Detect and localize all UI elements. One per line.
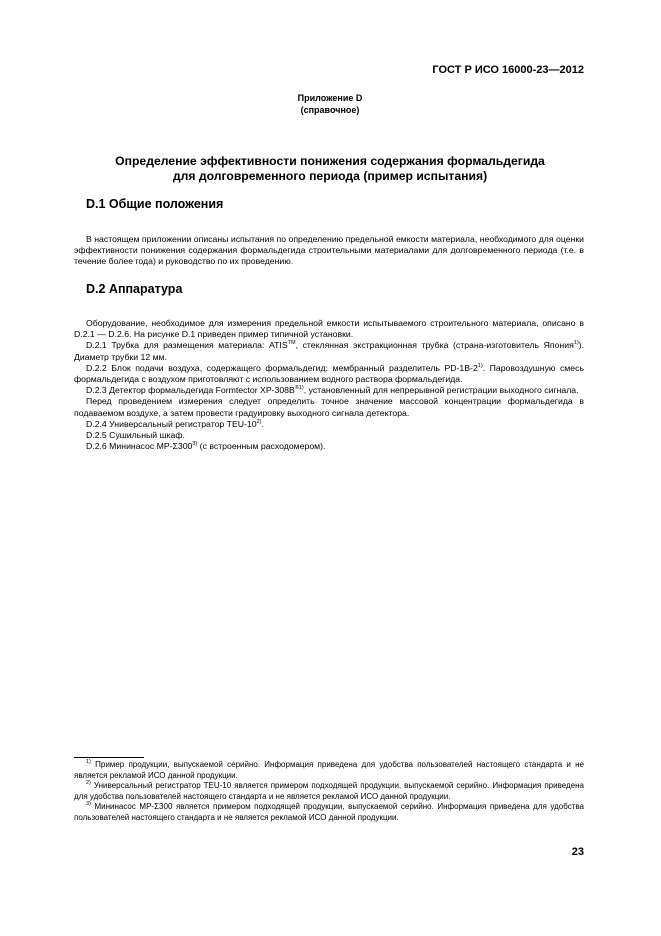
section-d1-body bbox=[74, 234, 584, 268]
annex-label: Приложение D bbox=[297, 93, 363, 103]
paragraph-d25: D.2.5 Сушильный шкаф. bbox=[86, 430, 185, 441]
footnote-separator bbox=[74, 757, 144, 758]
paragraph-intro: Оборудование, необходимое для измерения предельной емкости испытываемого строительного материала, описано в D.2.1 — D.2.6. На рисунке D.1 приведен пример типичной установки. bbox=[74, 318, 584, 340]
standard-number: ГОСТ Р ИСО 16000-23—2012 bbox=[432, 64, 584, 76]
paragraph-calibration: Перед проведением измерения следует определить точное значение массовой концентрации формальдегида в подаваемом воздухе, а затем провести градуировку выходного сигнала детектора. bbox=[74, 396, 584, 418]
footnote-3: $^{3)}$ Мининасос MP-Σ300 является примером подходящей продукции, выпускаемой серийно. Информация приведена для удобства пользователей настоящего стандарта и не является рекламой ИСО данной продукции. bbox=[74, 801, 584, 822]
paragraph-d21: D.2.1 Трубка для размещения материала: ATIS™, стеклянная экстракционная трубка (страна-изготовитель Япония$^{1)}$). Диаметр трубки 12 мм. bbox=[74, 340, 584, 362]
paragraph-d26: D.2.6 Мининасос MP-Σ300$^{3)}$ (с встроенным расходомером). bbox=[86, 441, 326, 452]
section-heading-d1: D.1 Общие положения bbox=[86, 197, 224, 211]
section-d2-body bbox=[74, 318, 584, 452]
title-line-1: Определение эффективности понижения содержания формальдегида bbox=[115, 154, 545, 168]
paragraph-d22: D.2.2 Блок подачи воздуха, содержащего формальдегид: мембранный разделитель PD-1B-2$^{1)}$. Паровоздушную смесь формальдегида с воздухом приготовляют с использованием водного раствора формальдегида. bbox=[74, 362, 584, 385]
annex-title bbox=[60, 154, 600, 184]
paragraph-d24: D.2.4 Универсальный регистратор TEU-10$^{2)}$. bbox=[86, 418, 264, 429]
section-heading-d2: D.2 Аппаратура bbox=[86, 282, 183, 296]
paragraph: В настоящем приложении описаны испытания по определению предельной емкости материала, необходимого для оценки эффективности понижения содержания формальдегида строительными материалами для долговременного периода (т.е. в течение более года) и руководство по их проведению. bbox=[74, 234, 584, 267]
title-line-2: для долговременного периода (пример испытания) bbox=[172, 169, 488, 183]
footnote-1: $^{1)}$ Пример продукции, выпускаемой серийно. Информация приведена для удобства пользователей настоящего стандарта и не является рекламой ИСО данной продукции. bbox=[74, 759, 584, 780]
footnotes bbox=[74, 760, 584, 824]
footnote-2: $^{2)}$ Универсальный регистратор TEU-10 является примером подходящей продукции, выпускаемой серийно. Информация приведена для удобства пользователей настоящего стандарта и не является рекламой ИСО данной продукции. bbox=[74, 780, 584, 801]
page-number: 23 bbox=[571, 846, 584, 858]
annex-kind: (справочное) bbox=[300, 105, 360, 115]
paragraph-d23: D.2.3 Детектор формальдегида Formtector $XP-308B^{®1)}$, установленный для непрерывной регистрации выходного сигнала. bbox=[86, 385, 579, 396]
